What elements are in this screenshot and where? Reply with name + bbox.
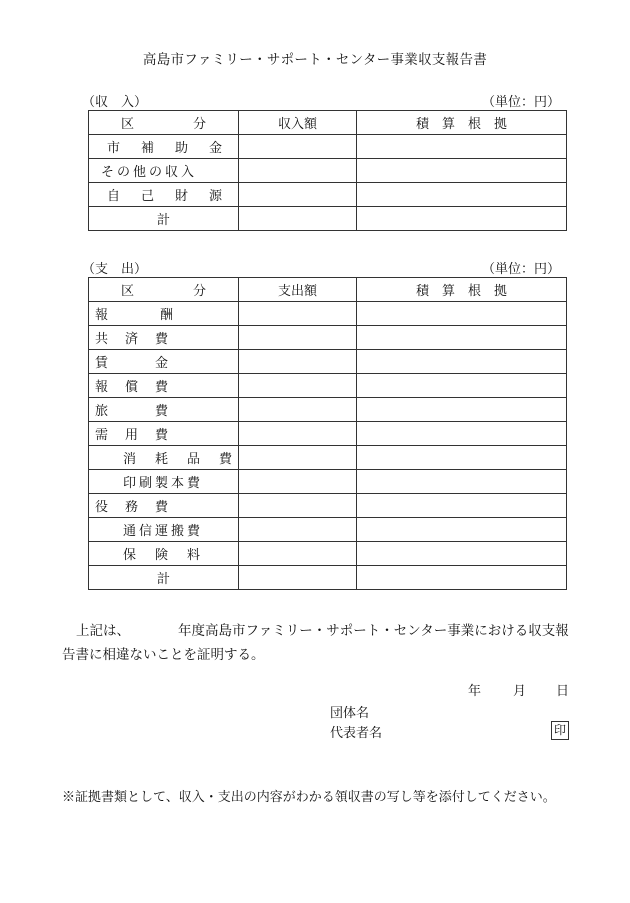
expense-row [89,398,567,422]
statement-line-2: 告書に相違ないことを証明する。 [62,647,265,663]
income-row-amount-cell[interactable] [239,159,357,183]
expense-row-category [89,422,239,446]
income-row-label: 自 己 財 源 [107,189,227,204]
income-row-basis-cell[interactable] [357,207,567,231]
expense-row-basis-cell[interactable] [357,566,567,590]
expense-row [89,302,567,326]
expense-row-basis-cell[interactable] [357,398,567,422]
expense-row-amount-cell[interactable] [239,350,357,374]
certification-statement [62,619,574,667]
date-day: 日 [556,684,570,699]
income-row-category [89,183,239,207]
document-title: 高島市ファミリー・サポート・センター事業収支報告書 [142,52,488,68]
expense-row-amount-cell[interactable] [239,422,357,446]
income-row-label: 計 [156,213,170,228]
expense-row [89,374,567,398]
seal-mark: 印 [551,721,569,740]
income-section-label: （収 入） [82,95,148,110]
statement-line1-rest: 年度高島市ファミリー・サポート・センター事業における収支報 [178,623,569,639]
expense-row-label: 役 務 費 [95,500,171,515]
income-row [89,207,567,231]
expense-row-category [89,494,239,518]
expense-row [89,518,567,542]
date-year: 年 [468,684,482,699]
income-row-basis-cell[interactable] [357,159,567,183]
expense-row-label: 共 済 費 [95,332,171,347]
expense-row-basis-cell[interactable] [357,446,567,470]
expense-row-category [89,566,239,590]
expense-row [89,470,567,494]
expense-row [89,494,567,518]
expense-row-amount-cell[interactable] [239,542,357,566]
expense-row-amount-cell[interactable] [239,398,357,422]
expense-row-amount-cell[interactable] [239,374,357,398]
expense-row-label: 保 険 料 [123,548,204,563]
expense-row [89,422,567,446]
income-row [89,159,567,183]
expense-row-basis-cell[interactable] [357,542,567,566]
expense-row-amount-cell[interactable] [239,470,357,494]
income-unit-label: （単位：円） [481,95,560,110]
expense-section-label: （支 出） [82,262,148,277]
income-row-amount-cell[interactable] [239,207,357,231]
income-row [89,135,567,159]
expense-row-label: 印刷製本費 [123,476,204,491]
date-month: 月 [513,684,527,699]
representative-label: 代表者名 [330,726,383,741]
expense-header-row [89,278,567,302]
expense-row-category [89,542,239,566]
expense-row-category [89,470,239,494]
income-table [88,110,567,231]
statement-line-1 [62,619,574,643]
expense-row [89,566,567,590]
expense-row-amount-cell[interactable] [239,326,357,350]
income-header-basis: 積 算 根 拠 [357,111,567,135]
income-row-basis-cell[interactable] [357,183,567,207]
income-header-row [89,111,567,135]
income-header-category [89,111,239,135]
expense-row-label: 計 [156,572,170,587]
expense-row-category [89,518,239,542]
income-header-category-text [89,113,238,132]
expense-row-label: 消 耗 品 費 [123,452,236,467]
expense-row-category [89,302,239,326]
expense-row-amount-cell[interactable] [239,518,357,542]
statement-prefix: 上記は、 [76,623,130,639]
expense-row-label: 報 償 費 [95,380,171,395]
expense-row-amount-cell[interactable] [239,566,357,590]
expense-row-label: 通信運搬費 [123,524,204,539]
expense-row-basis-cell[interactable] [357,302,567,326]
expense-row [89,446,567,470]
expense-row-amount-cell[interactable] [239,494,357,518]
expense-row-label: 旅 費 [95,404,171,419]
income-row-label: 市 補 助 金 [107,141,227,156]
expense-header-category-a: 区 [121,284,135,299]
expense-unit-label: （単位：円） [481,262,560,277]
income-row-category [89,159,239,183]
income-row-label: その他の収入 [101,165,198,180]
expense-row-category [89,326,239,350]
expense-row-label: 需 用 費 [95,428,171,443]
expense-row-amount-cell[interactable] [239,302,357,326]
expense-row-category [89,446,239,470]
expense-row-basis-cell[interactable] [357,350,567,374]
income-header-amount: 収入額 [239,111,357,135]
expense-table [88,277,567,590]
expense-row-label: 賃 金 [95,356,171,371]
expense-header-amount: 支出額 [239,278,357,302]
expense-row-basis-cell[interactable] [357,374,567,398]
expense-row [89,326,567,350]
expense-row-category [89,350,239,374]
expense-row-amount-cell[interactable] [239,446,357,470]
expense-row-label: 報 酬 [95,308,174,323]
attachment-note: ※証拠書類として、収入・支出の内容がわかる領収書の写し等を添付してください。 [62,790,556,805]
income-row-amount-cell[interactable] [239,183,357,207]
income-row-amount-cell[interactable] [239,135,357,159]
expense-row-basis-cell[interactable] [357,326,567,350]
income-row-basis-cell[interactable] [357,135,567,159]
expense-row-category [89,398,239,422]
income-row-category [89,207,239,231]
expense-row-basis-cell[interactable] [357,470,567,494]
expense-row-basis-cell[interactable] [357,494,567,518]
expense-row [89,350,567,374]
income-row-category [89,135,239,159]
expense-row-category [89,374,239,398]
expense-row-basis-cell[interactable] [357,422,567,446]
expense-row-basis-cell[interactable] [357,518,567,542]
expense-header-category [89,278,239,302]
income-row [89,183,567,207]
expense-header-category-text [89,280,238,299]
income-header-category-b: 分 [192,117,206,132]
org-name-label: 団体名 [330,706,370,721]
expense-header-basis: 積 算 根 拠 [357,278,567,302]
expense-row [89,542,567,566]
expense-header-category-b: 分 [192,284,206,299]
income-header-category-a: 区 [121,117,135,132]
